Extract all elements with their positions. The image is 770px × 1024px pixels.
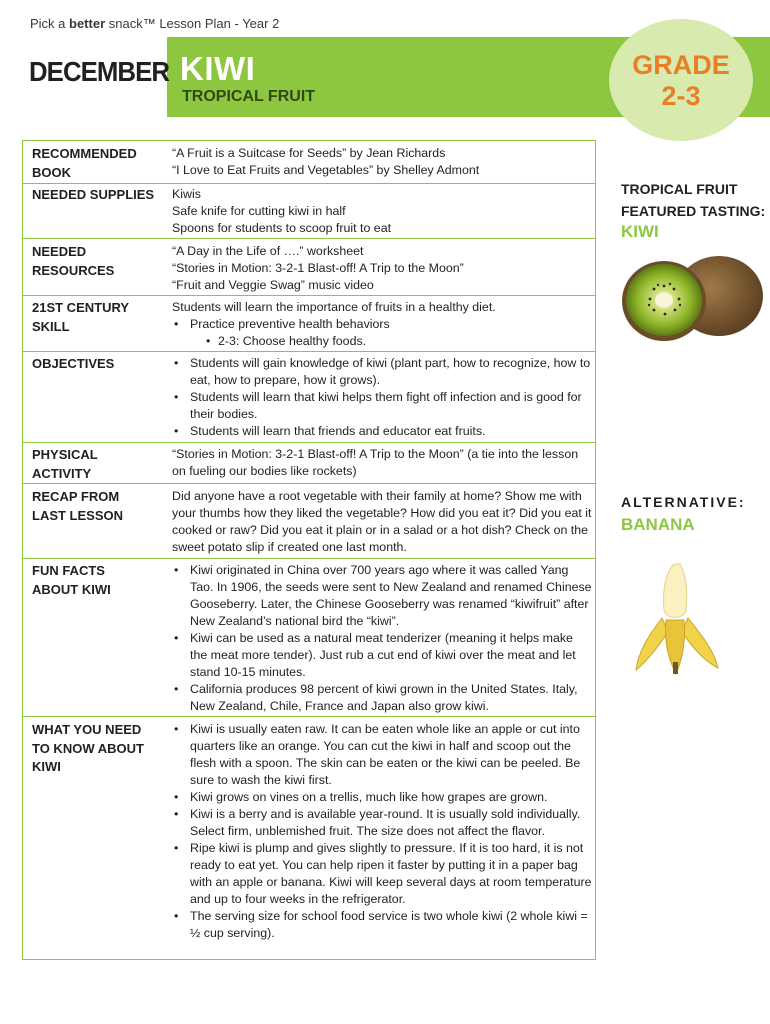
grade-label: GRADE	[632, 50, 730, 80]
kiwi-image	[614, 248, 766, 348]
book-line: “I Love to Eat Fruits and Vegetables” by Shelley Admont	[172, 163, 480, 177]
row-content	[172, 562, 592, 715]
row-content	[172, 721, 592, 942]
banana-stem	[673, 662, 678, 674]
row-label: PHYSICAL ACTIVITY	[32, 447, 98, 481]
row-content	[172, 446, 592, 480]
row-label: OBJECTIVES	[32, 356, 115, 371]
supply-line: Spoons for students to scoop fruit to eat	[172, 221, 392, 235]
skill-intro: Students will learn the importance of fruits in a healthy diet.	[172, 300, 496, 314]
row-divider	[22, 295, 596, 296]
supply-line: Kiwis	[172, 187, 201, 201]
series-line	[30, 16, 279, 31]
row-label: FUN FACTS ABOUT KIWI	[32, 563, 111, 597]
fact-item: • Kiwi originated in China over 700 years ago where it was called Yang Tao. In 1906, the seeds were sent to New Zealand and renamed Chinese Gooseberry. Later, the Chinese Gooseberry was renamed “kiwifruit” after New Zealand’s national bird the “kiwi”.	[172, 562, 592, 630]
fact-item: • California produces 98 percent of kiwi grown in the United States. Italy, New Zealand, Chile, France and Japan also grow kiwi.	[172, 681, 592, 715]
resource-line: “Fruit and Veggie Swag” music video	[172, 278, 374, 292]
featured-label-line: TROPICAL FRUIT	[621, 181, 738, 197]
row-label: RECAP FROM LAST LESSON	[32, 489, 124, 523]
grade-range: 2-3	[661, 81, 701, 111]
row-label: 21ST CENTURY SKILL	[32, 300, 129, 334]
row-divider	[22, 238, 596, 239]
fruit-category: TROPICAL FRUIT	[182, 88, 316, 105]
row-content	[172, 355, 592, 440]
objective-item: • Students will gain knowledge of kiwi (plant part, how to recognize, how to eat, how to prepare, how it grows).	[172, 355, 592, 389]
recap-text: Did anyone have a root vegetable with their family at home? Show me with your thumbs how they liked the vegetable? How did you eat it? Did you eat it cooked or raw? Did you eat it plain or in a salad or a hot dish? Check on the sweet potato slip if created one last month.	[172, 489, 592, 554]
know-item: • The serving size for school food service is two whole kiwi (2 whole kiwi = ½ cup serving).	[172, 908, 592, 942]
fruit-title: KIWI	[180, 50, 256, 87]
month-title: DECEMBER	[29, 56, 170, 87]
row-content	[172, 145, 592, 179]
row-content	[172, 488, 592, 556]
row-content	[172, 186, 592, 237]
featured-tasting-label	[621, 178, 765, 222]
grade-text	[609, 50, 753, 112]
row-divider	[22, 442, 596, 443]
alternative-fruit: BANANA	[621, 515, 695, 534]
banana-flesh	[663, 564, 686, 618]
book-line: “A Fruit is a Suitcase for Seeds” by Jean Richards	[172, 146, 446, 160]
featured-label-line: FEATURED TASTING:	[621, 203, 766, 219]
banana-peel-left	[636, 618, 668, 670]
know-item: • Kiwi grows on vines on a trellis, much like how grapes are grown.	[172, 789, 592, 806]
series-prefix: Pick a	[30, 16, 70, 31]
row-label: RECOMMENDED BOOK	[32, 146, 137, 180]
series-suffix: snack™ Lesson Plan - Year 2	[105, 16, 280, 31]
know-item: • Kiwi is a berry and is available year-round. It is usually sold individually. Select firm, unblemished fruit. The size does not affect the flavor.	[172, 806, 592, 840]
physical-text: “Stories in Motion: 3-2-1 Blast-off! A Trip to the Moon” (a tie into the lesson on fueling our bodies like rockets)	[172, 447, 579, 478]
alternative-label: ALTERNATIVE:	[621, 494, 746, 510]
row-label: WHAT YOU NEED TO KNOW ABOUT KIWI	[32, 722, 144, 774]
skill-bullet: • Practice preventive health behaviors	[172, 316, 592, 333]
objective-item: • Students will learn that kiwi helps them fight off infection and is good for their bodies.	[172, 389, 592, 423]
row-divider	[22, 183, 596, 184]
banana-peel-right	[682, 618, 718, 668]
series-brand: better	[69, 16, 106, 31]
fact-item: • Kiwi can be used as a natural meat tenderizer (meaning it helps make the meat more tender). Just rub a cut end of kiwi over the meat and let stand 10-15 minutes.	[172, 630, 592, 681]
row-divider	[22, 483, 596, 484]
row-label: NEEDED RESOURCES	[32, 244, 115, 278]
row-divider	[22, 351, 596, 352]
banana-image	[628, 558, 728, 678]
row-content	[172, 243, 592, 294]
row-divider	[22, 558, 596, 559]
row-content	[172, 299, 592, 350]
know-item: • Kiwi is usually eaten raw. It can be eaten whole like an apple or cut into quarters like an orange. You can cut the kiwi in half and scoop out the flesh with a spoon. The skin can be eaten or the kiwi can be peeled. Be sure to wash the kiwi first.	[172, 721, 592, 789]
row-divider	[22, 716, 596, 717]
know-item: • Ripe kiwi is plump and gives slightly to pressure. If it is too hard, it is not ready to eat yet. You can help ripen it faster by putting it in a paper bag with an apple or banana. Kiwi will keep several days at room temperature and up to four weeks in the refrigerator.	[172, 840, 592, 908]
row-label: NEEDED SUPPLIES	[32, 187, 155, 202]
skill-sub-bullet: • 2-3: Choose healthy foods.	[172, 333, 592, 350]
objective-item: • Students will learn that friends and educator eat fruits.	[172, 423, 592, 440]
featured-fruit: KIWI	[621, 222, 659, 241]
resource-line: “Stories in Motion: 3-2-1 Blast-off! A Trip to the Moon”	[172, 261, 464, 275]
resource-line: “A Day in the Life of ….” worksheet	[172, 244, 364, 258]
supply-line: Safe knife for cutting kiwi in half	[172, 204, 346, 218]
